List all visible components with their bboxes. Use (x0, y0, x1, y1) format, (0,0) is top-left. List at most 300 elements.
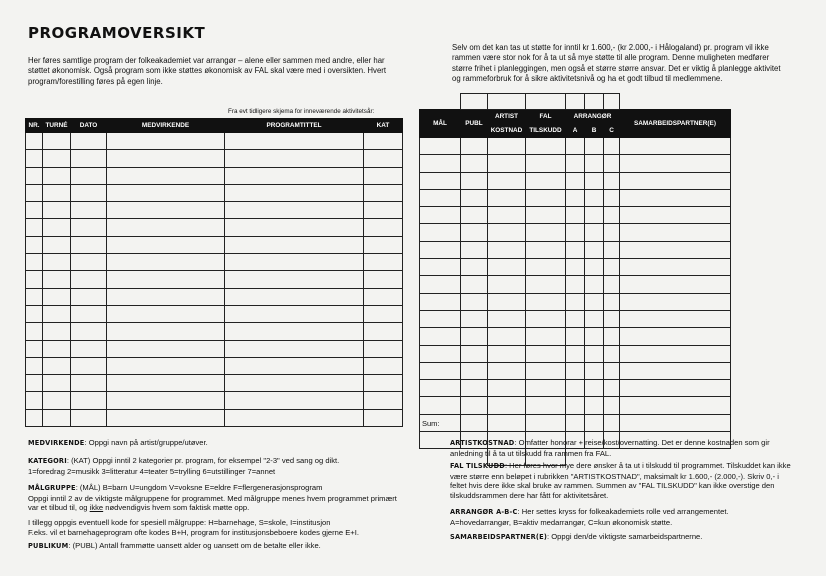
form-cell[interactable] (620, 207, 731, 224)
column-header-arrangor-c: C (604, 124, 620, 138)
form-cell[interactable] (604, 241, 620, 258)
form-cell[interactable] (107, 133, 225, 150)
table-row (26, 202, 403, 219)
form-cell[interactable] (620, 380, 731, 397)
form-cell[interactable] (585, 293, 604, 310)
form-cell[interactable] (566, 155, 585, 172)
form-cell[interactable] (364, 236, 403, 253)
table-row (420, 207, 731, 224)
table-row (26, 392, 403, 409)
form-cell[interactable] (488, 207, 526, 224)
program-table-right-body (420, 138, 731, 466)
form-cell[interactable] (585, 310, 604, 327)
form-cell[interactable] (461, 380, 488, 397)
form-cell[interactable] (364, 271, 403, 288)
form-cell[interactable] (26, 133, 43, 150)
table-row (420, 345, 731, 362)
form-cell[interactable] (107, 357, 225, 374)
form-cell[interactable] (43, 340, 71, 357)
form-cell[interactable] (488, 380, 526, 397)
form-cell[interactable] (71, 323, 107, 340)
form-cell[interactable] (420, 397, 461, 414)
form-cell[interactable] (420, 310, 461, 327)
table-row (420, 414, 731, 431)
form-cell[interactable] (71, 288, 107, 305)
form-cell[interactable] (225, 167, 364, 184)
form-cell[interactable] (620, 276, 731, 293)
column-header-kat: KAT (364, 119, 403, 133)
form-cell[interactable] (585, 207, 604, 224)
form-cell[interactable] (26, 254, 43, 271)
legend-artistkostnad: ARTISTKOSTNAD: Omfatter honorar + reise/kost/overnatting. Det er denne kostnaden som gir anledning til å ta ut tilskudd fra rammen fra FAL. (450, 438, 770, 458)
column-header-fal-line2: TILSKUDD (526, 124, 566, 138)
legend-term-kategori: KATEGORI (28, 457, 67, 465)
form-cell[interactable] (71, 236, 107, 253)
column-header-turne: TURNÉ (43, 119, 71, 133)
form-cell[interactable] (364, 288, 403, 305)
form-cell[interactable] (488, 276, 526, 293)
form-cell[interactable] (420, 362, 461, 379)
column-header-artist-line2: KOSTNAD (488, 124, 526, 138)
form-cell[interactable] (26, 305, 43, 322)
form-cell[interactable] (566, 138, 585, 155)
form-cell[interactable] (364, 184, 403, 201)
form-cell[interactable] (526, 380, 566, 397)
form-cell[interactable] (488, 155, 526, 172)
legend-term-fal-tilskudd: FAL TILSKUDD (450, 462, 505, 470)
table-row (420, 362, 731, 379)
form-cell[interactable] (566, 189, 585, 206)
form-cell[interactable] (604, 397, 620, 414)
form-cell[interactable] (43, 323, 71, 340)
form-cell[interactable] (526, 207, 566, 224)
form-cell[interactable] (461, 224, 488, 241)
form-cell[interactable] (43, 236, 71, 253)
form-cell[interactable] (604, 362, 620, 379)
table-row (26, 357, 403, 374)
column-header-mal: MÅL (420, 110, 461, 138)
form-cell[interactable] (43, 133, 71, 150)
table-row (420, 138, 731, 155)
form-cell[interactable] (43, 202, 71, 219)
form-cell[interactable] (26, 323, 43, 340)
form-cell[interactable] (225, 271, 364, 288)
form-cell[interactable] (526, 241, 566, 258)
form-cell[interactable] (604, 138, 620, 155)
form-cell[interactable] (71, 357, 107, 374)
table-row (420, 310, 731, 327)
form-cell[interactable] (585, 276, 604, 293)
form-cell[interactable] (526, 310, 566, 327)
form-cell[interactable] (26, 375, 43, 392)
form-cell[interactable] (71, 202, 107, 219)
form-cell[interactable] (488, 241, 526, 258)
form-cell[interactable] (71, 254, 107, 271)
form-cell[interactable] (225, 392, 364, 409)
form-cell[interactable] (526, 397, 566, 414)
form-cell[interactable] (420, 259, 461, 276)
form-cell[interactable] (604, 172, 620, 189)
table-row (26, 271, 403, 288)
form-cell[interactable] (364, 150, 403, 167)
form-cell[interactable] (585, 414, 604, 431)
form-cell[interactable] (26, 202, 43, 219)
form-cell[interactable] (585, 172, 604, 189)
form-cell[interactable] (566, 259, 585, 276)
form-cell[interactable] (43, 271, 71, 288)
form-cell[interactable] (488, 224, 526, 241)
form-cell[interactable] (26, 392, 43, 409)
form-cell[interactable] (107, 202, 225, 219)
form-cell[interactable] (364, 323, 403, 340)
form-cell[interactable] (585, 345, 604, 362)
form-cell[interactable] (71, 150, 107, 167)
form-cell[interactable] (488, 259, 526, 276)
form-cell[interactable] (71, 340, 107, 357)
form-cell[interactable] (604, 276, 620, 293)
form-cell[interactable] (364, 167, 403, 184)
form-cell[interactable] (620, 259, 731, 276)
form-cell[interactable] (461, 155, 488, 172)
legend-fal-tilskudd: FAL TILSKUDD: Her føres hvor mye dere ønsker å ta ut i tilskudd til programmet. Tilskuddet kan ikke være større enn beløpet i rubrikken "ARTISTKOSTNAD", maksimalt kr 1.600,- (2.000,-). Skriv 0,- i feltet hvis dere ikke skal bruke av rammen. Summen av "FAL TILSKUDD" kan ikke overstige den tilskuddsrammen dere har fått for aktivitetsåret. (450, 461, 791, 500)
form-cell[interactable] (43, 150, 71, 167)
form-cell[interactable] (461, 397, 488, 414)
column-header-medvirkende: MEDVIRKENDE (107, 119, 225, 133)
form-cell[interactable] (585, 189, 604, 206)
form-cell[interactable] (620, 397, 731, 414)
table-row (420, 293, 731, 310)
form-cell[interactable] (461, 241, 488, 258)
form-cell[interactable] (461, 310, 488, 327)
form-cell[interactable] (566, 345, 585, 362)
form-cell[interactable] (488, 310, 526, 327)
form-cell[interactable] (225, 409, 364, 426)
form-cell[interactable] (43, 305, 71, 322)
form-cell[interactable] (420, 293, 461, 310)
legend-term-arrangor: ARRANGØR A-B-C (450, 508, 518, 516)
table-row (26, 236, 403, 253)
column-header-arrangor: ARRANGØR (566, 110, 620, 124)
form-cell[interactable] (620, 362, 731, 379)
form-cell[interactable] (43, 375, 71, 392)
table-row (26, 167, 403, 184)
form-cell[interactable] (585, 362, 604, 379)
form-cell[interactable] (461, 276, 488, 293)
form-cell[interactable] (420, 224, 461, 241)
table-row (26, 133, 403, 150)
form-cell[interactable] (71, 219, 107, 236)
form-cell[interactable] (604, 293, 620, 310)
form-cell[interactable] (43, 184, 71, 201)
form-cell[interactable] (26, 271, 43, 288)
column-header-arrangor-b: B (585, 124, 604, 138)
table-row (26, 184, 403, 201)
form-cell[interactable] (620, 293, 731, 310)
form-cell[interactable] (225, 133, 364, 150)
table-row (420, 172, 731, 189)
form-cell[interactable] (488, 414, 526, 431)
form-cell[interactable] (585, 224, 604, 241)
form-cell[interactable] (488, 345, 526, 362)
form-cell[interactable] (566, 276, 585, 293)
form-cell[interactable] (488, 293, 526, 310)
form-cell[interactable] (364, 375, 403, 392)
form-cell[interactable] (566, 310, 585, 327)
form-cell[interactable] (488, 138, 526, 155)
form-cell[interactable] (420, 241, 461, 258)
form-cell[interactable] (26, 340, 43, 357)
form-cell[interactable] (526, 414, 566, 431)
table-row (420, 380, 731, 397)
form-cell[interactable] (585, 241, 604, 258)
form-cell[interactable] (526, 172, 566, 189)
form-cell[interactable] (420, 155, 461, 172)
form-cell[interactable] (461, 362, 488, 379)
form-cell[interactable] (585, 259, 604, 276)
form-cell[interactable] (566, 414, 585, 431)
form-cell[interactable] (488, 362, 526, 379)
table-row (420, 155, 731, 172)
form-cell[interactable] (566, 362, 585, 379)
intro-left-text: Her føres samtlige program der folkeakademiet var arrangør – alene eller sammen med andre, eller har støttet økonomisk. Også program som ikke støttes økonomisk av FAL skal være med i oversikten. Hvert program/forestilling føres på egen linje. (28, 56, 387, 86)
column-header-publ: PUBL (461, 110, 488, 138)
form-cell[interactable] (566, 397, 585, 414)
column-header-programtittel: PROGRAMTITTEL (225, 119, 364, 133)
form-cell[interactable] (107, 392, 225, 409)
form-cell[interactable] (566, 241, 585, 258)
form-cell[interactable] (364, 357, 403, 374)
legend-kategori: KATEGORI: (KAT) Oppgi inntil 2 kategorier pr. program, for eksempel "2-3" ved sang og dikt. 1=foredrag 2=musikk 3=litteratur 4=teater 5=trylling 6=utstillinger 7=annet (28, 456, 340, 476)
form-cell[interactable] (604, 207, 620, 224)
form-cell[interactable] (71, 184, 107, 201)
form-cell[interactable] (526, 155, 566, 172)
form-cell[interactable] (225, 357, 364, 374)
form-cell[interactable] (43, 409, 71, 426)
form-cell[interactable] (71, 375, 107, 392)
form-cell[interactable] (488, 189, 526, 206)
form-cell[interactable] (43, 254, 71, 271)
form-cell[interactable] (26, 288, 43, 305)
form-cell[interactable] (71, 409, 107, 426)
form-cell[interactable] (225, 340, 364, 357)
form-cell[interactable] (225, 375, 364, 392)
form-cell[interactable] (488, 328, 526, 345)
table-row (26, 340, 403, 357)
form-cell[interactable] (585, 380, 604, 397)
form-cell[interactable] (526, 189, 566, 206)
form-cell[interactable] (364, 392, 403, 409)
form-cell[interactable] (585, 155, 604, 172)
form-cell[interactable] (461, 138, 488, 155)
form-cell[interactable] (488, 397, 526, 414)
program-table-left (25, 118, 403, 427)
legend-term-malgruppe: MÅLGRUPPE (28, 484, 76, 492)
form-cell[interactable] (107, 184, 225, 201)
legend-medvirkende: MEDVIRKENDE: Oppgi navn på artist/gruppe/utøver. (28, 438, 208, 447)
form-cell[interactable] (364, 133, 403, 150)
form-cell[interactable] (585, 397, 604, 414)
form-cell[interactable] (461, 328, 488, 345)
form-cell[interactable] (420, 328, 461, 345)
form-cell[interactable] (526, 328, 566, 345)
form-cell[interactable] (420, 276, 461, 293)
form-cell[interactable] (566, 224, 585, 241)
form-cell[interactable] (225, 236, 364, 253)
form-cell[interactable] (26, 409, 43, 426)
form-cell[interactable] (461, 189, 488, 206)
form-cell[interactable] (585, 138, 604, 155)
form-cell[interactable] (420, 345, 461, 362)
form-cell[interactable] (461, 259, 488, 276)
form-cell[interactable] (364, 409, 403, 426)
form-cell[interactable] (526, 259, 566, 276)
form-cell[interactable] (620, 241, 731, 258)
table-row (420, 224, 731, 241)
form-cell[interactable] (43, 219, 71, 236)
form-cell[interactable] (604, 328, 620, 345)
legend-term-artistkostnad: ARTISTKOSTNAD (450, 439, 515, 447)
intro-right-text: Selv om det kan tas ut støtte for inntil kr 1.600,- (kr 2.000,- i Hålogaland) pr. program vil ikke rammen være stor nok for å ta ut så mye støtte til alle program. Denne muligheten medfører større frihet i planleggingen, men også et større større ansvar. Det er viktig å planlegge aktivitet og rammeforbruk for å sikre aktivitetsnivå og ha et godt tilbud til medlemmene. (452, 43, 781, 83)
form-cell[interactable] (71, 305, 107, 322)
form-cell[interactable] (604, 224, 620, 241)
form-cell[interactable] (43, 167, 71, 184)
form-cell[interactable] (225, 305, 364, 322)
form-cell[interactable] (26, 150, 43, 167)
legend-term-publikum: PUBLIKUM (28, 542, 69, 550)
form-cell[interactable] (107, 254, 225, 271)
program-table-left-body (26, 133, 403, 427)
form-cell[interactable] (107, 288, 225, 305)
form-cell[interactable] (420, 380, 461, 397)
form-cell[interactable] (604, 414, 620, 431)
form-cell[interactable] (420, 189, 461, 206)
form-cell[interactable] (107, 340, 225, 357)
form-cell[interactable] (71, 392, 107, 409)
form-cell[interactable] (620, 172, 731, 189)
form-cell[interactable] (364, 340, 403, 357)
form-cell[interactable] (107, 271, 225, 288)
column-header-dato: DATO (71, 119, 107, 133)
column-header-fal-line1: FAL (526, 110, 566, 124)
form-cell[interactable] (488, 172, 526, 189)
form-cell[interactable] (604, 189, 620, 206)
legend-tillegg: I tillegg oppgis eventuell kode for spesiell målgruppe: H=barnehage, S=skole, I=institusjon F.eks. vil et barnehageprogram ofte kodes B+H, program for institusjonsbeboere kodes gjerne E+I. (28, 518, 359, 537)
form-cell[interactable] (107, 305, 225, 322)
form-cell[interactable] (71, 271, 107, 288)
form-cell[interactable] (107, 167, 225, 184)
form-cell[interactable] (43, 288, 71, 305)
form-cell[interactable] (604, 310, 620, 327)
form-cell[interactable] (461, 345, 488, 362)
form-cell[interactable] (420, 207, 461, 224)
form-cell[interactable] (26, 236, 43, 253)
sum-label: Sum: (422, 419, 440, 428)
form-cell[interactable] (225, 202, 364, 219)
form-cell[interactable] (364, 202, 403, 219)
legend-arrangor: ARRANGØR A-B-C: Her settes kryss for folkeakademiets rolle ved arrangementet. A=hovedarrangør, B=aktiv medarrangør, C=kun økonomisk støtte. (450, 507, 729, 527)
form-cell[interactable] (604, 380, 620, 397)
form-cell[interactable] (225, 150, 364, 167)
form-cell[interactable] (26, 219, 43, 236)
table-row (420, 397, 731, 414)
form-cell[interactable] (420, 172, 461, 189)
table-row (26, 305, 403, 322)
table-row (26, 150, 403, 167)
form-cell[interactable] (107, 409, 225, 426)
form-cell[interactable] (620, 310, 731, 327)
form-cell[interactable] (526, 293, 566, 310)
form-cell[interactable] (364, 219, 403, 236)
form-cell[interactable] (566, 207, 585, 224)
form-cell[interactable] (526, 362, 566, 379)
form-cell[interactable] (620, 189, 731, 206)
form-cell[interactable] (225, 323, 364, 340)
legend-term-medvirkende: MEDVIRKENDE (28, 439, 85, 447)
form-cell[interactable] (364, 305, 403, 322)
form-cell[interactable] (566, 328, 585, 345)
table-row (26, 288, 403, 305)
form-cell[interactable] (26, 357, 43, 374)
form-cell[interactable] (107, 150, 225, 167)
form-cell[interactable] (225, 254, 364, 271)
form-cell[interactable] (71, 167, 107, 184)
form-cell[interactable] (526, 345, 566, 362)
form-cell[interactable] (71, 133, 107, 150)
form-cell[interactable] (461, 293, 488, 310)
form-cell[interactable] (107, 219, 225, 236)
form-cell[interactable] (566, 172, 585, 189)
form-cell[interactable] (43, 357, 71, 374)
form-cell[interactable] (620, 328, 731, 345)
form-cell[interactable] (620, 224, 731, 241)
form-cell[interactable] (604, 155, 620, 172)
form-cell[interactable] (620, 155, 731, 172)
form-cell[interactable] (26, 167, 43, 184)
form-cell[interactable] (225, 219, 364, 236)
table-row (26, 254, 403, 271)
form-cell[interactable] (225, 288, 364, 305)
form-cell[interactable] (364, 254, 403, 271)
form-cell[interactable] (566, 293, 585, 310)
form-cell[interactable] (604, 259, 620, 276)
form-cell[interactable] (420, 138, 461, 155)
form-cell[interactable] (107, 236, 225, 253)
table-row (420, 276, 731, 293)
form-cell[interactable] (526, 224, 566, 241)
form-cell[interactable] (526, 276, 566, 293)
form-cell[interactable] (43, 392, 71, 409)
form-cell[interactable] (620, 414, 731, 431)
form-cell[interactable] (585, 328, 604, 345)
form-cell[interactable] (461, 172, 488, 189)
form-cell[interactable] (107, 375, 225, 392)
legend-term-samarbeidspartner: SAMARBEIDSPARTNER(E) (450, 533, 548, 541)
form-cell[interactable] (461, 207, 488, 224)
table-row (420, 259, 731, 276)
form-cell[interactable] (107, 323, 225, 340)
form-cell[interactable] (26, 184, 43, 201)
form-cell[interactable] (620, 345, 731, 362)
prefill-note: Fra evt tidligere skjema for inneværende aktivitetsår: (228, 108, 375, 115)
form-cell[interactable] (461, 414, 488, 431)
table-row (420, 189, 731, 206)
form-cell[interactable] (225, 184, 364, 201)
form-cell[interactable] (620, 138, 731, 155)
form-cell[interactable] (526, 138, 566, 155)
form-cell[interactable] (566, 380, 585, 397)
form-cell[interactable] (604, 345, 620, 362)
table-row (420, 241, 731, 258)
